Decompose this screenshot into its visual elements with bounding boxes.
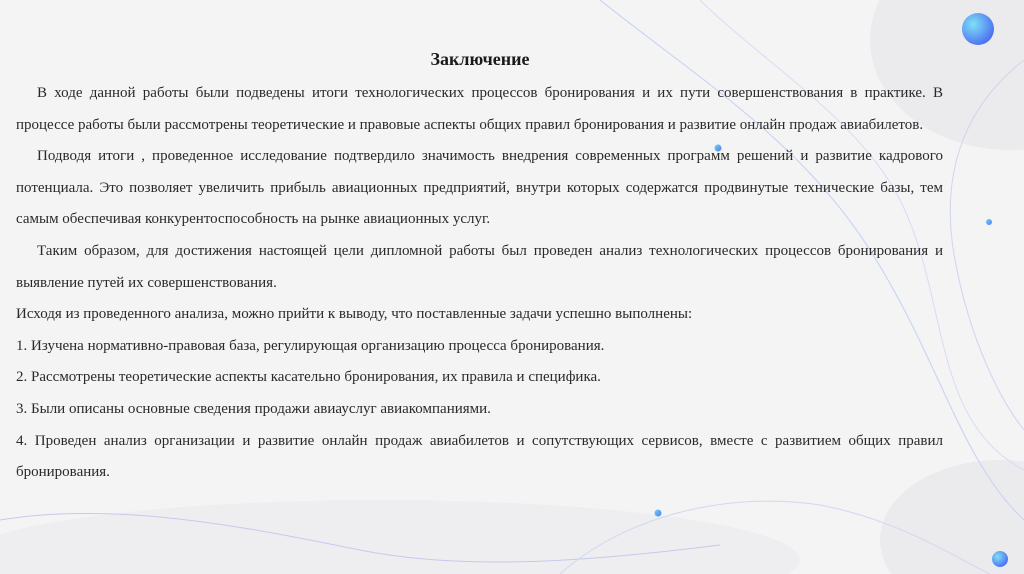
paragraph-2: Подводя итоги , проведенное исследование подтвердило значимость внедрения современных программ решений и развитие кадрового потенциала. Это позволяет увеличить прибыль авиационных предприятий, внутри которых содержатся продвинутые технические базы, тем самым обеспечивая конкурентоспособность на рынке авиационных услуг. — [16, 148, 943, 228]
decor-dot — [992, 551, 1008, 567]
background-blob — [0, 500, 800, 574]
slide-title: Заключение — [430, 49, 530, 69]
paragraph-1: В ходе данной работы были подведены итоги технологических процессов бронирования и их пути совершенствования в практике. В процессе работы были рассмотрены теоретические и правовые аспекты общих правил бронирования и развитие онлайн продаж авиабилетов. — [16, 85, 943, 133]
slide-body — [16, 78, 943, 489]
paragraph-3: Таким образом, для достижения настоящей цели дипломной работы был проведен анализ технологических процессов бронирования и выявление путей их совершенствования. — [16, 242, 943, 291]
decor-dot — [655, 510, 662, 517]
lead-in-text: Исходя из проведенного анализа, можно прийти к выводу, что поставленные задачи успешно выполнены: — [16, 306, 693, 323]
list-item: 1. Изучена нормативно-правовая база, регулирующая организацию процесса бронирования. — [16, 337, 605, 354]
decor-dot — [986, 219, 992, 225]
list-item: 4. Проведен анализ организации и развитие онлайн продаж авиабилетов и сопутствующих сервисов, вместе с развитием общих правил бронирования. — [16, 432, 943, 481]
list-item: 2. Рассмотрены теоретические аспекты касательно бронирования, их правила и специфика. — [16, 369, 601, 386]
decor-orb — [962, 13, 994, 45]
list-item: 3. Были описаны основные сведения продажи авиауслуг авиакомпаниями. — [16, 400, 491, 417]
